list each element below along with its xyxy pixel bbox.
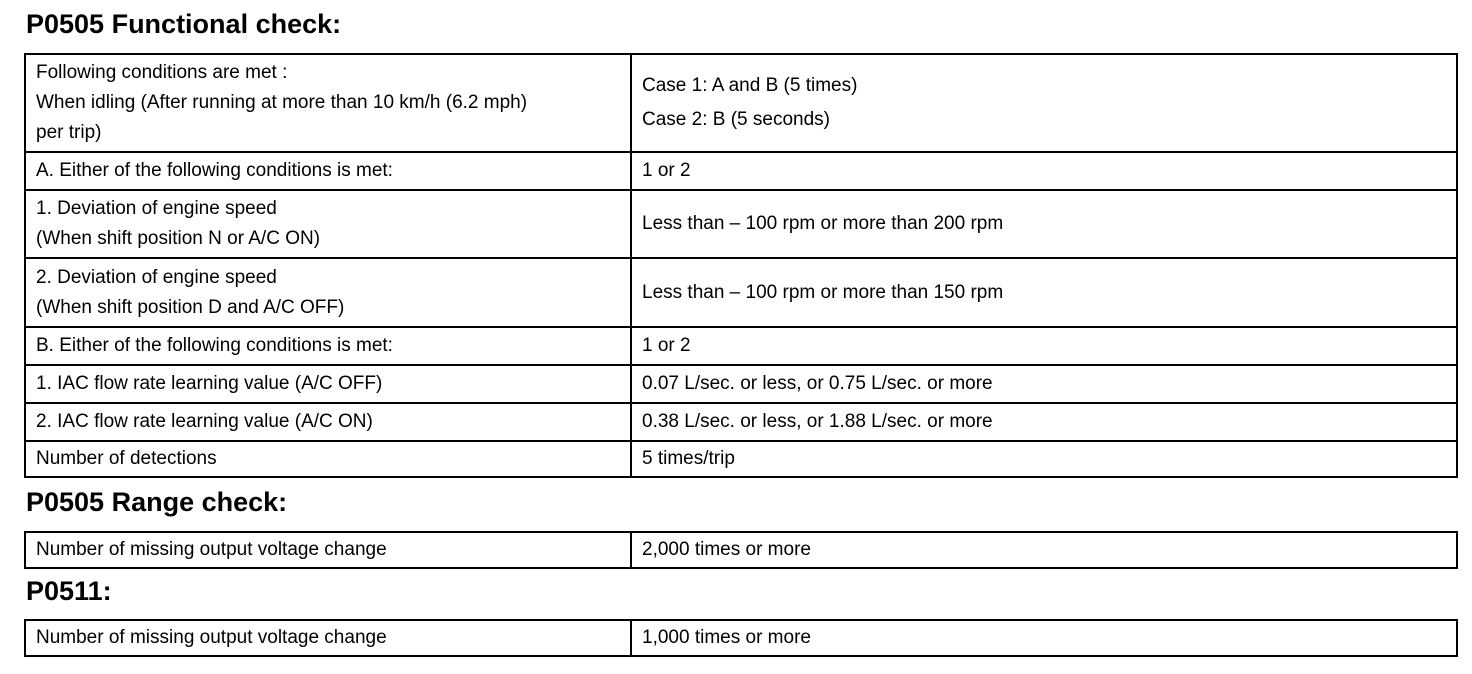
value-cell	[631, 532, 1457, 568]
condition-text: (When shift position N or A/C ON)	[36, 228, 321, 249]
condition-cell	[25, 190, 631, 258]
value-text: 0.38 L/sec. or less, or 1.88 L/sec. or more	[642, 411, 993, 432]
range-check-table	[24, 531, 1458, 569]
value-cell	[631, 190, 1457, 258]
condition-text: Following conditions are met :	[36, 62, 288, 83]
value-cell	[631, 620, 1457, 656]
p0511-table	[24, 619, 1458, 657]
value-text: 1 or 2	[642, 335, 691, 356]
condition-cell	[25, 441, 631, 477]
table-row	[25, 54, 1457, 152]
value-cell	[631, 258, 1457, 327]
condition-text: A. Either of the following conditions is met:	[36, 160, 393, 181]
value-text: Case 2: B (5 seconds)	[642, 109, 830, 130]
functional-check-table	[24, 53, 1458, 478]
value-cell	[631, 54, 1457, 152]
value-text: Less than – 100 rpm or more than 150 rpm	[642, 281, 1004, 303]
table-row	[25, 190, 1457, 258]
value-cell	[631, 152, 1457, 190]
table-row	[25, 327, 1457, 365]
condition-cell	[25, 532, 631, 568]
value-cell	[631, 403, 1457, 441]
condition-cell	[25, 54, 631, 152]
condition-cell	[25, 327, 631, 365]
condition-cell	[25, 620, 631, 656]
functional-check-title: P0505 Functional check:	[26, 9, 342, 39]
condition-text: per trip)	[36, 122, 102, 143]
condition-cell	[25, 258, 631, 327]
table-row	[25, 365, 1457, 403]
table-row	[25, 258, 1457, 327]
condition-text: 2. IAC flow rate learning value (A/C ON)	[36, 411, 373, 432]
value-text: 1 or 2	[642, 160, 691, 181]
value-text: 0.07 L/sec. or less, or 0.75 L/sec. or more	[642, 373, 993, 394]
condition-text: 1. IAC flow rate learning value (A/C OFF)	[36, 373, 383, 394]
value-text: 2,000 times or more	[642, 539, 811, 560]
table-row	[25, 441, 1457, 477]
condition-text: Number of missing output voltage change	[36, 627, 387, 648]
condition-cell	[25, 403, 631, 441]
table-row	[25, 620, 1457, 656]
value-cell	[631, 441, 1457, 477]
table-row	[25, 532, 1457, 568]
range-check-title: P0505 Range check:	[26, 487, 288, 517]
value-text: 5 times/trip	[642, 448, 735, 469]
table-row	[25, 152, 1457, 190]
value-text: Less than – 100 rpm or more than 200 rpm	[642, 213, 1004, 234]
condition-text: (When shift position D and A/C OFF)	[36, 296, 345, 318]
p0511-title: P0511:	[26, 576, 112, 606]
condition-text: 2. Deviation of engine speed	[36, 266, 277, 288]
table-row	[25, 403, 1457, 441]
condition-cell	[25, 365, 631, 403]
condition-text: Number of detections	[36, 448, 217, 469]
condition-text: 1. Deviation of engine speed	[36, 198, 277, 219]
condition-cell	[25, 152, 631, 190]
value-cell	[631, 365, 1457, 403]
condition-text: B. Either of the following conditions is met:	[36, 335, 393, 356]
value-cell	[631, 327, 1457, 365]
condition-text: Number of missing output voltage change	[36, 539, 387, 560]
condition-text: When idling (After running at more than 10 km/h (6.2 mph)	[36, 92, 528, 113]
value-text: 1,000 times or more	[642, 627, 811, 648]
value-text: Case 1: A and B (5 times)	[642, 75, 858, 96]
